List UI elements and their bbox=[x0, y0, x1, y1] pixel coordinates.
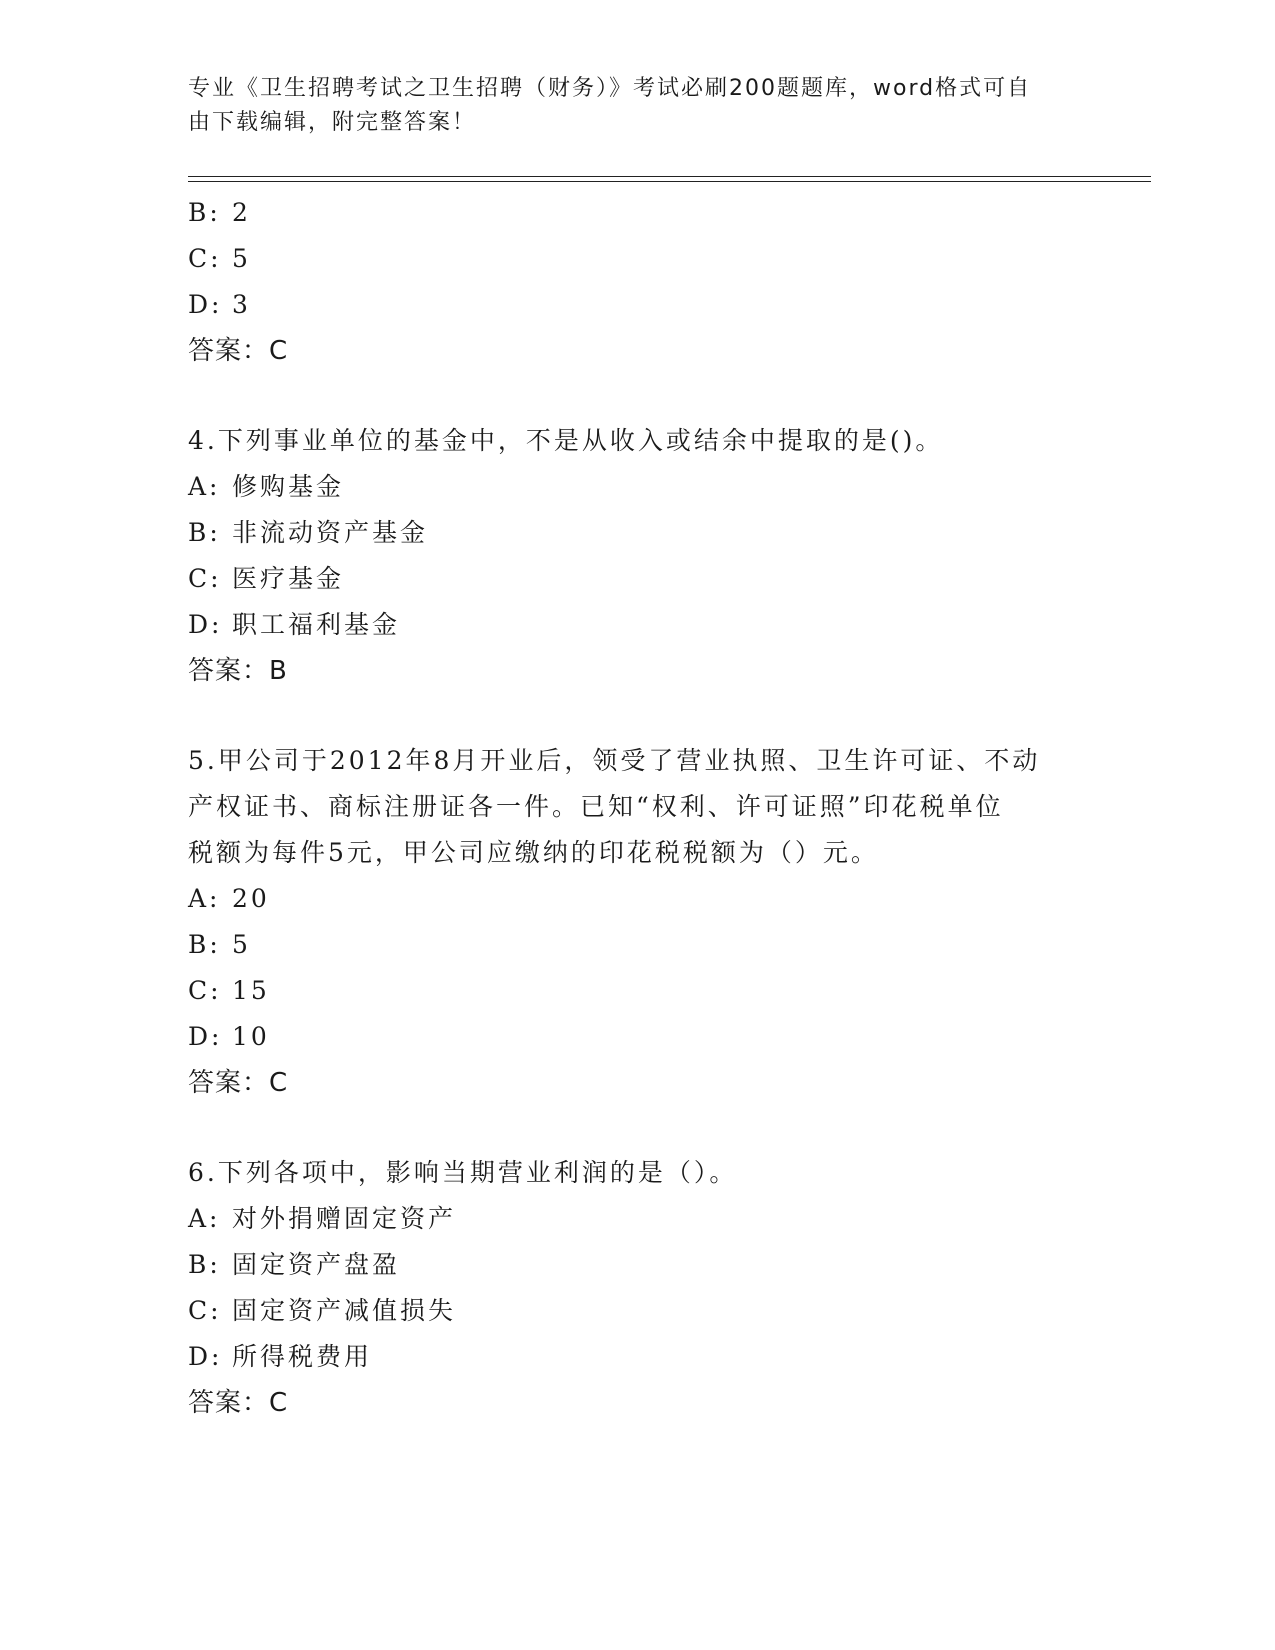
option-text: 修购基金 bbox=[232, 472, 345, 501]
answer-line: 答案：C bbox=[188, 336, 289, 366]
option-letter: C: bbox=[188, 244, 222, 273]
question-list bbox=[188, 190, 1088, 1426]
question-stem-line-3: 税额为每件5元，甲公司应缴纳的印花税税额为（）元。 bbox=[188, 838, 879, 867]
option-text: 固定资产减值损失 bbox=[232, 1296, 457, 1325]
option-letter: D: bbox=[188, 1022, 223, 1051]
option-text: 5 bbox=[232, 244, 251, 273]
header-divider bbox=[188, 176, 1151, 182]
option-text: 对外捐赠固定资产 bbox=[232, 1204, 457, 1233]
spacer bbox=[188, 1106, 1088, 1150]
option-d bbox=[188, 1014, 1088, 1060]
option-text: 20 bbox=[232, 884, 270, 913]
option-text: 所得税费用 bbox=[232, 1342, 373, 1371]
option-text: 医疗基金 bbox=[232, 564, 345, 593]
option-a bbox=[188, 1196, 1088, 1242]
header-title-line-2: 由下载编辑，附完整答案！ bbox=[188, 110, 477, 135]
answer-line: 答案：C bbox=[188, 1388, 289, 1418]
document-header bbox=[188, 72, 1068, 140]
question-stem: 6.下列各项中，影响当期营业利润的是（）。 bbox=[188, 1158, 738, 1187]
option-b bbox=[188, 190, 1088, 236]
option-c bbox=[188, 1288, 1088, 1334]
option-letter: B: bbox=[188, 198, 221, 227]
question-6 bbox=[188, 1150, 1088, 1426]
option-letter: C: bbox=[188, 1296, 222, 1325]
option-text: 10 bbox=[232, 1022, 270, 1051]
question-3-tail bbox=[188, 190, 1088, 374]
option-text: 固定资产盘盈 bbox=[232, 1250, 401, 1279]
spacer bbox=[188, 374, 1088, 418]
option-text: 5 bbox=[232, 930, 251, 959]
option-letter: B: bbox=[188, 518, 221, 547]
option-b bbox=[188, 510, 1088, 556]
option-letter: D: bbox=[188, 1342, 223, 1371]
option-letter: A: bbox=[188, 472, 221, 501]
option-letter: C: bbox=[188, 976, 222, 1005]
spacer bbox=[188, 694, 1088, 738]
option-letter: D: bbox=[188, 290, 223, 319]
option-text: 15 bbox=[232, 976, 270, 1005]
option-b bbox=[188, 922, 1088, 968]
option-a bbox=[188, 464, 1088, 510]
option-a bbox=[188, 876, 1088, 922]
option-letter: B: bbox=[188, 1250, 221, 1279]
option-c bbox=[188, 236, 1088, 282]
option-text: 职工福利基金 bbox=[232, 610, 401, 639]
answer-line: 答案：B bbox=[188, 656, 288, 686]
option-letter: D: bbox=[188, 610, 223, 639]
option-text: 非流动资产基金 bbox=[232, 518, 429, 547]
option-d bbox=[188, 1334, 1088, 1380]
option-text: 2 bbox=[232, 198, 251, 227]
question-stem-line-1: 5.甲公司于2012年8月开业后，领受了营业执照、卫生许可证、不动 bbox=[188, 746, 1041, 775]
option-letter: A: bbox=[188, 1204, 221, 1233]
question-5 bbox=[188, 738, 1088, 1106]
question-stem: 4.下列事业单位的基金中，不是从收入或结余中提取的是()。 bbox=[188, 426, 944, 455]
option-d bbox=[188, 282, 1088, 328]
option-c bbox=[188, 556, 1088, 602]
option-letter: C: bbox=[188, 564, 222, 593]
question-stem-line-2: 产权证书、商标注册证各一件。已知“权利、许可证照”印花税单位 bbox=[188, 792, 1004, 821]
option-letter: B: bbox=[188, 930, 221, 959]
option-text: 3 bbox=[232, 290, 251, 319]
question-4 bbox=[188, 418, 1088, 694]
option-b bbox=[188, 1242, 1088, 1288]
option-d bbox=[188, 602, 1088, 648]
answer-line: 答案：C bbox=[188, 1068, 289, 1098]
option-c bbox=[188, 968, 1088, 1014]
option-letter: A: bbox=[188, 884, 221, 913]
header-title-line-1: 专业《卫生招聘考试之卫生招聘（财务）》考试必刷200题题库，word格式可自 bbox=[188, 76, 1032, 101]
